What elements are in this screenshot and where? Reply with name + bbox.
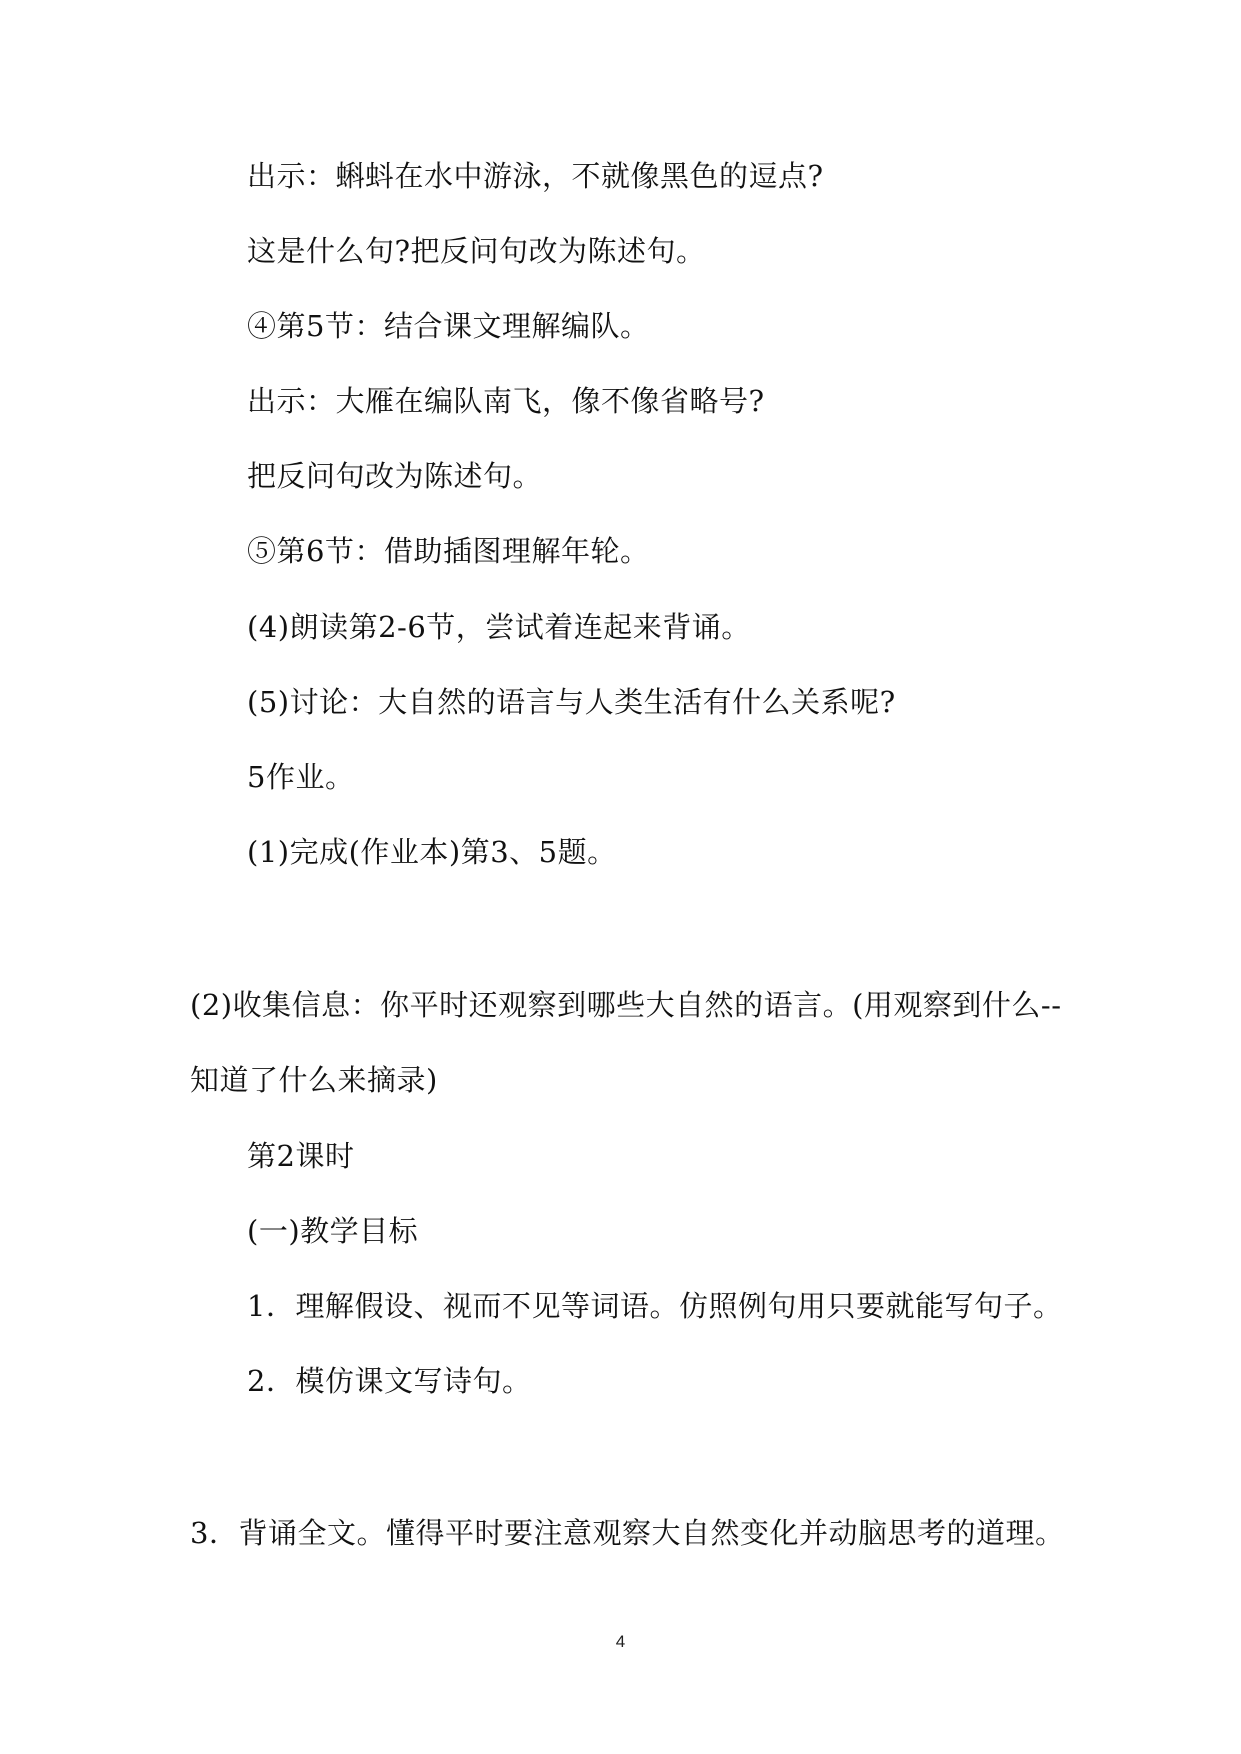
text-line: ④第5节：结合课文理解编队。 (247, 309, 650, 343)
text-line: 出示：大雁在编队南飞，像不像省略号? (247, 384, 765, 418)
text-line: 这是什么句?把反问句改为陈述句。 (247, 234, 706, 268)
page-number: 4 (615, 1632, 626, 1651)
text-line: 把反问句改为陈述句。 (247, 459, 543, 493)
text-line: 5作业。 (247, 760, 355, 794)
text-line: (5)讨论：大自然的语言与人类生活有什么关系呢? (247, 685, 896, 719)
text-line: 出示：蝌蚪在水中游泳，不就像黑色的逗点? (247, 159, 824, 193)
text-line: 知道了什么来摘录) (190, 1063, 438, 1097)
text-line: (4)朗读第2-6节，尝试着连起来背诵。 (247, 610, 751, 644)
subsection-heading: (一)教学目标 (247, 1214, 419, 1248)
text-line: 1．理解假设、视而不见等词语。仿照例句用只要就能写句子。 (247, 1289, 1063, 1323)
section-heading: 第2课时 (247, 1139, 355, 1173)
text-line: ⑤第6节：借助插图理解年轮。 (247, 534, 650, 568)
text-line: (2)收集信息：你平时还观察到哪些大自然的语言。(用观察到什么-- (190, 988, 1062, 1022)
text-line: (1)完成(作业本)第3、5题。 (247, 835, 617, 869)
text-line: 3．背诵全文。懂得平时要注意观察大自然变化并动脑思考的道理。 (190, 1516, 1065, 1550)
text-line: 2．模仿课文写诗句。 (247, 1364, 532, 1398)
